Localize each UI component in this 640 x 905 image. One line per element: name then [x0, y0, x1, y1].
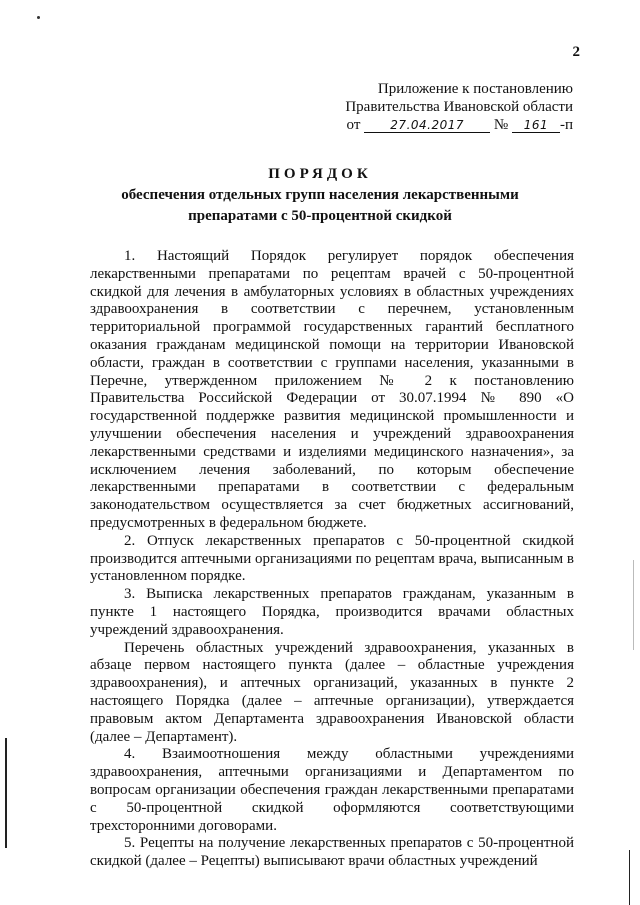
handwritten-date: 27.04.2017	[364, 118, 490, 133]
paragraph-3: 3. Выписка лекарственных препаратов гражданам, указанным в пункте 1 настоящего Порядка, производится врачами областных учреждений здравоохранения.	[90, 586, 574, 638]
number-label: №	[493, 117, 509, 133]
document-title: ПОРЯДОК	[268, 166, 372, 182]
page-number: 2	[572, 44, 580, 60]
appendix-line-2: Правительства Ивановской области	[345, 99, 573, 115]
appendix-header	[345, 80, 573, 134]
paragraph-2: 2. Отпуск лекарственных препаратов с 50-процентной скидкой производится аптечными организациями по рецептам врача, выписанным в установленном порядке.	[90, 532, 574, 585]
paragraph-4: 4. Взаимоотношения между областными учреждениями здравоохранения, аптечными организациями и Департаментом по вопросам организации обеспечения граждан лекарственными препаратами с 50-процентной скидкой оформляются соответствующими трехсторонними договорами.	[90, 746, 574, 834]
handwritten-number: 161	[512, 118, 560, 133]
from-label: от	[346, 117, 361, 133]
scan-margin-mark-right-faint	[633, 560, 634, 650]
scan-margin-mark-right	[629, 850, 631, 905]
paragraph-1: 1. Настоящий Порядок регулирует порядок обеспечения лекарственными препаратами по рецептам врачей с 50-процентной скидкой для лечения в амбулаторных условиях в областных учреждениях здравоохранения в соответствии с перечнем, установленным территориальной программой государственных гарантий бесплатного оказания гражданам медицинской помощи на территории Ивановской области, граждан в соответствии с группами населения, указанными в Перечне, утвержденном приложением № 2 к постановлению Правительства Российской Федерации от 30.07.1994 № 890 «О государственной поддержке развития медицинской промышленности и улучшении обеспечения населения и учреждений здравоохранения лекарственными средствами и изделиями медицинского назначения», за исключением лечения заболеваний, по которым обеспечение лекарственными препаратами в соответствии с федеральным законодательством осуществляется за счет бюджетных ассигнований, предусмотренных в федеральном бюджете.	[90, 248, 574, 531]
scan-margin-mark-left	[5, 738, 7, 848]
paragraph-5: 5. Рецепты на получение лекарственных препаратов с 50-процентной скидкой (далее – Рецепты) выписывают врачи областных учреждений	[90, 835, 574, 870]
number-suffix: -п	[559, 117, 573, 133]
document-title-block	[110, 165, 530, 225]
document-subtitle-line-2: препаратами с 50-процентной скидкой	[188, 208, 452, 224]
document-body	[90, 248, 574, 871]
scan-speck	[37, 16, 40, 19]
document-subtitle-line-1: обеспечения отдельных групп населения лекарственными	[121, 187, 519, 203]
appendix-line-1: Приложение к постановлению	[377, 81, 573, 97]
appendix-line-3	[345, 116, 573, 134]
paragraph-3-list: Перечень областных учреждений здравоохранения, указанных в абзаце первом настоящего пункта (далее – областные учреждения здравоохранения), и аптечных организаций, указанных в пункте 2 настоящего Порядка (далее – аптечные организации), утверждается правовым актом Департамента здравоохранения Ивановской области (далее – Департамент).	[90, 639, 574, 745]
